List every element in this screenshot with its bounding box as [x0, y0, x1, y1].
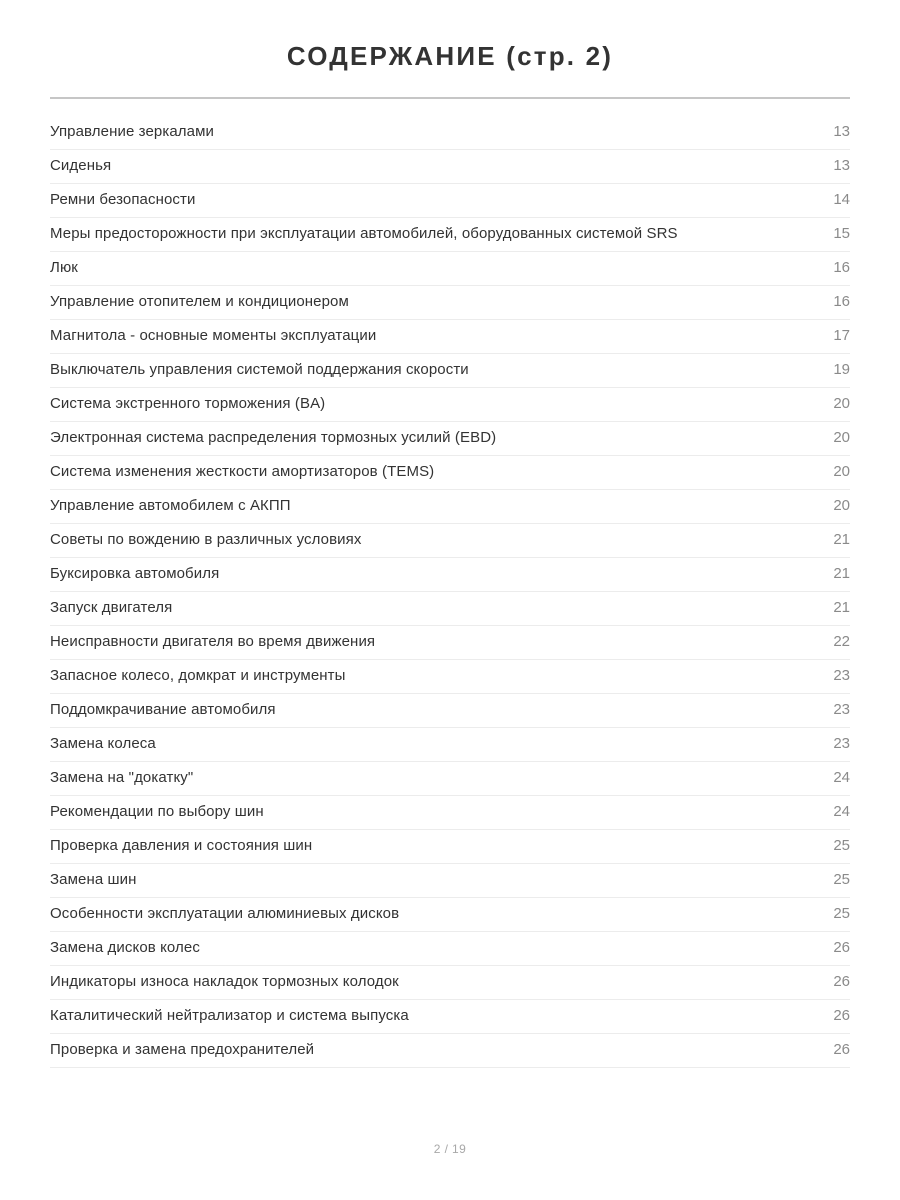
toc-entry-label: Замена на "докатку"	[50, 769, 194, 787]
toc-entry-label: Выключатель управления системой поддержания скорости	[50, 361, 469, 379]
toc-entry-label: Система изменения жесткости амортизаторов (TEMS)	[50, 463, 435, 481]
toc-entry-page-number: 25	[833, 905, 850, 923]
toc-entry[interactable]	[50, 660, 850, 694]
toc-entry[interactable]	[50, 728, 850, 762]
toc-entry[interactable]	[50, 966, 850, 1000]
toc-entry-label: Запуск двигателя	[50, 599, 173, 617]
toc-entry[interactable]	[50, 354, 850, 388]
toc-entry-page-number: 25	[833, 837, 850, 855]
page-title: СОДЕРЖАНИЕ (стр. 2)	[286, 41, 614, 71]
toc-entry[interactable]	[50, 898, 850, 932]
toc-entry[interactable]	[50, 388, 850, 422]
toc-entry[interactable]	[50, 116, 850, 150]
toc-entry-label: Замена колеса	[50, 735, 156, 753]
toc-entry-label: Замена дисков колес	[50, 939, 200, 957]
toc-entry-label: Проверка давления и состояния шин	[50, 837, 313, 855]
toc-entry[interactable]	[50, 286, 850, 320]
toc-entry-label: Управление отопителем и кондиционером	[50, 293, 349, 311]
toc-entry[interactable]	[50, 558, 850, 592]
toc-entry[interactable]	[50, 830, 850, 864]
toc-entry[interactable]	[50, 932, 850, 966]
toc-entry[interactable]	[50, 456, 850, 490]
toc-entry[interactable]	[50, 592, 850, 626]
toc-entry-page-number: 26	[833, 973, 850, 991]
toc-entry-label: Проверка и замена предохранителей	[50, 1041, 315, 1059]
toc-entry[interactable]	[50, 524, 850, 558]
toc-entry[interactable]	[50, 184, 850, 218]
page-footer: 2 / 19	[433, 1142, 467, 1156]
toc-entry-page-number: 14	[833, 191, 850, 209]
toc-entry-page-number: 20	[833, 463, 850, 481]
toc-entry-page-number: 23	[833, 735, 850, 753]
toc-entry-page-number: 13	[833, 123, 850, 141]
toc-entry-label: Управление автомобилем с АКПП	[50, 497, 291, 515]
toc-entry-label: Замена шин	[50, 871, 137, 889]
toc-entry-page-number: 19	[833, 361, 850, 379]
toc-entry-page-number: 24	[833, 803, 850, 821]
toc-entry-page-number: 26	[833, 1007, 850, 1025]
toc-entry[interactable]	[50, 490, 850, 524]
toc-entry[interactable]	[50, 320, 850, 354]
toc-entry[interactable]	[50, 252, 850, 286]
toc-entry-label: Каталитический нейтрализатор и система выпуска	[50, 1007, 409, 1025]
toc-entry[interactable]	[50, 694, 850, 728]
toc-entry[interactable]	[50, 422, 850, 456]
toc-entry-page-number: 21	[833, 531, 850, 549]
toc-entry-page-number: 22	[833, 633, 850, 651]
toc-entry-page-number: 26	[833, 939, 850, 957]
toc-entry[interactable]	[50, 796, 850, 830]
toc-entry-page-number: 24	[833, 769, 850, 787]
toc-entry-label: Магнитола - основные моменты эксплуатации	[50, 327, 377, 345]
toc-entry-page-number: 20	[833, 497, 850, 515]
toc-entry-page-number: 21	[833, 599, 850, 617]
toc-entry-label: Запасное колесо, домкрат и инструменты	[50, 667, 346, 685]
toc-entry-page-number: 23	[833, 701, 850, 719]
toc-entry-label: Советы по вождению в различных условиях	[50, 531, 362, 549]
toc-entry-label: Неисправности двигателя во время движения	[50, 633, 376, 651]
toc-entry-label: Особенности эксплуатации алюминиевых дисков	[50, 905, 400, 923]
toc-entry-label: Рекомендации по выбору шин	[50, 803, 264, 821]
toc-entry-page-number: 16	[833, 293, 850, 311]
toc-entry-label: Сиденья	[50, 157, 112, 175]
toc-entry-label: Меры предосторожности при эксплуатации автомобилей, оборудованных системой SRS	[50, 225, 678, 243]
toc-entry-label: Индикаторы износа накладок тормозных колодок	[50, 973, 399, 991]
toc-entry-label: Управление зеркалами	[50, 123, 214, 141]
toc-entry-page-number: 25	[833, 871, 850, 889]
toc-entry[interactable]	[50, 218, 850, 252]
toc-entry-page-number: 26	[833, 1041, 850, 1059]
toc-entry-label: Ремни безопасности	[50, 191, 196, 209]
toc-entry-page-number: 17	[833, 327, 850, 345]
toc-entry[interactable]	[50, 626, 850, 660]
toc-entry-page-number: 15	[833, 225, 850, 243]
table-of-contents	[50, 116, 850, 1068]
toc-entry-page-number: 16	[833, 259, 850, 277]
toc-entry-label: Поддомкрачивание автомобиля	[50, 701, 276, 719]
toc-entry-page-number: 21	[833, 565, 850, 583]
toc-entry-page-number: 23	[833, 667, 850, 685]
toc-entry-page-number: 20	[833, 395, 850, 413]
toc-entry[interactable]	[50, 150, 850, 184]
toc-entry-label: Система экстренного торможения (BA)	[50, 395, 326, 413]
toc-entry[interactable]	[50, 864, 850, 898]
toc-entry-label: Электронная система распределения тормозных усилий (EBD)	[50, 429, 497, 447]
toc-entry[interactable]	[50, 1034, 850, 1068]
header-divider	[50, 97, 850, 99]
toc-entry-label: Люк	[50, 259, 78, 277]
toc-entry-label: Буксировка автомобиля	[50, 565, 220, 583]
toc-entry-page-number: 20	[833, 429, 850, 447]
toc-entry[interactable]	[50, 762, 850, 796]
toc-entry[interactable]	[50, 1000, 850, 1034]
toc-entry-page-number: 13	[833, 157, 850, 175]
